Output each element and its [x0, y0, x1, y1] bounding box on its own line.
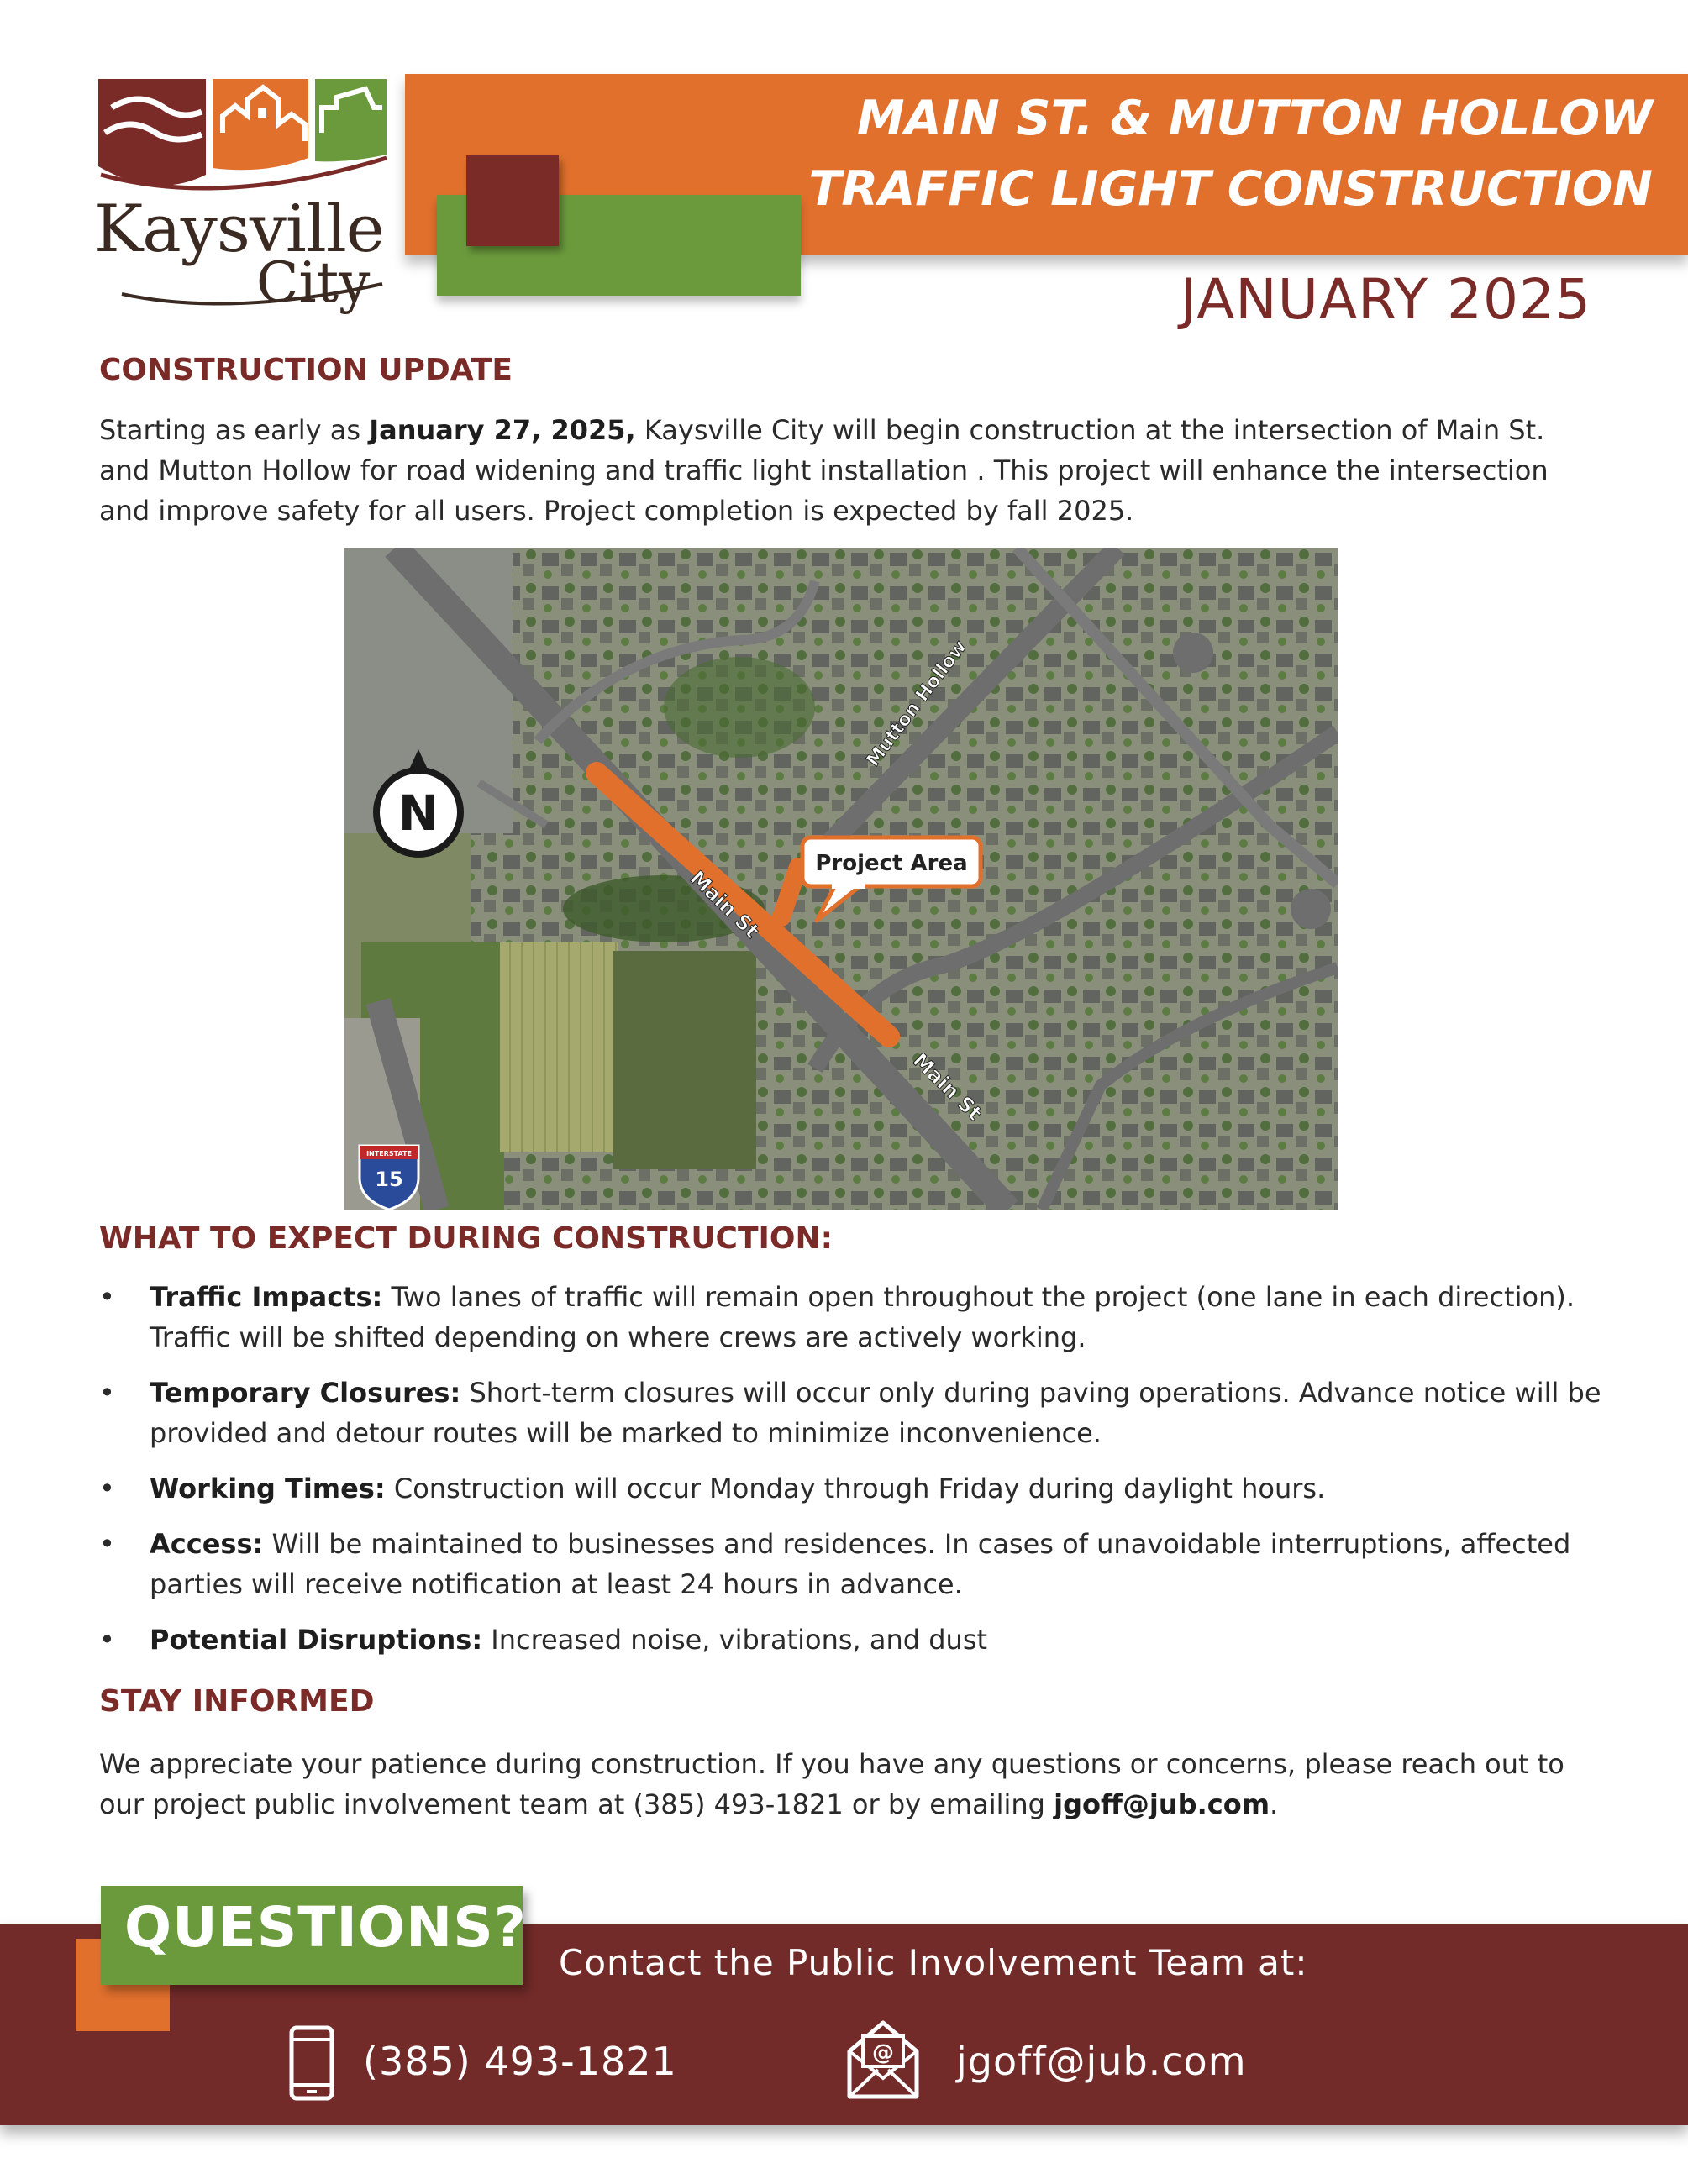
item-text: Construction will occur Monday through Friday during daylight hours. — [385, 1473, 1326, 1504]
item-text: Increased noise, vibrations, and dust — [482, 1624, 988, 1656]
svg-text:@: @ — [872, 2040, 894, 2066]
project-area-map — [344, 548, 1338, 1210]
map-label-main-st-south: Main St — [907, 1048, 987, 1126]
list-item — [99, 1468, 1603, 1509]
footer-phone[interactable]: (385) 493-1821 — [363, 2039, 677, 2084]
item-label: Traffic Impacts: — [150, 1281, 383, 1313]
list-item — [99, 1620, 1603, 1660]
logo-name: Kaysville — [94, 192, 384, 267]
maroon-accent-block — [466, 155, 559, 246]
heading-construction-update: CONSTRUCTION UPDATE — [99, 353, 513, 387]
title-line-2: TRAFFIC LIGHT CONSTRUCTION — [808, 161, 1653, 217]
bullet-dot: • — [99, 1624, 115, 1656]
shield-number: 15 — [375, 1168, 403, 1191]
item-label: Working Times: — [150, 1473, 386, 1504]
update-text-post: Kaysville City will begin construction at the intersection of Main St. and Mutton Hollow for road widening and traffic light installation . This project will enhance the intersection and improve safety for all users. Project completion is expected by fall 2025. — [99, 414, 1549, 527]
questions-heading: QUESTIONS? — [124, 1895, 528, 1960]
map-callout-project-area: Project Area — [815, 851, 968, 876]
item-label: Temporary Closures: — [150, 1377, 461, 1409]
update-text-pre: Starting as early as — [99, 414, 370, 446]
informed-text-post: . — [1270, 1788, 1279, 1820]
bullet-dot: • — [99, 1528, 115, 1560]
bullet-dot: • — [99, 1473, 115, 1504]
item-text: Short-term closures will occur only during paving operations. Advance notice will be provided and detour routes will be marked to minimize inconvenience. — [150, 1377, 1601, 1449]
shield-label: INTERSTATE — [366, 1150, 412, 1158]
logo-city: City — [256, 250, 371, 315]
map-label-mutton-hollow: Mutton Hollow — [862, 636, 971, 771]
map-label-main-st-north: Main St — [685, 866, 765, 943]
issue-date: JANUARY 2025 — [1180, 267, 1591, 332]
item-label: Potential Disruptions: — [150, 1624, 483, 1656]
informed-paragraph — [99, 1744, 1595, 1824]
item-label: Access: — [150, 1528, 264, 1560]
mail-icon — [844, 2018, 922, 2102]
phone-icon — [288, 2024, 335, 2102]
update-start-date: January 27, 2025, — [369, 414, 636, 446]
item-text: Will be maintained to businesses and residences. In cases of unavoidable interruptions, affected parties will receive notification at least 24 hours in advance. — [150, 1528, 1571, 1600]
expect-list — [99, 1277, 1603, 1675]
footer-email[interactable]: jgoff@jub.com — [956, 2039, 1247, 2084]
bullet-dot: • — [99, 1377, 115, 1409]
informed-email[interactable]: jgoff@jub.com — [1054, 1788, 1270, 1820]
list-item — [99, 1524, 1603, 1604]
list-item — [99, 1373, 1603, 1453]
bullet-dot: • — [99, 1281, 115, 1313]
item-text: Two lanes of traffic will remain open throughout the project (one lane in each direction). Traffic will be shifted depending on where crews are actively working. — [150, 1281, 1575, 1353]
contact-line: Contact the Public Involvement Team at: — [559, 1942, 1308, 1983]
heading-what-to-expect: WHAT TO EXPECT DURING CONSTRUCTION: — [99, 1221, 833, 1256]
heading-stay-informed: STAY INFORMED — [99, 1684, 375, 1719]
list-item — [99, 1277, 1603, 1357]
update-paragraph — [99, 410, 1595, 531]
informed-text-pre: We appreciate your patience during construction. If you have any questions or concerns, please reach out to our project public involvement team at (385) 493-1821 or by emailing — [99, 1748, 1564, 1820]
title-line-1: MAIN ST. & MUTTON HOLLOW — [856, 91, 1653, 146]
north-arrow-letter: N — [397, 785, 439, 842]
